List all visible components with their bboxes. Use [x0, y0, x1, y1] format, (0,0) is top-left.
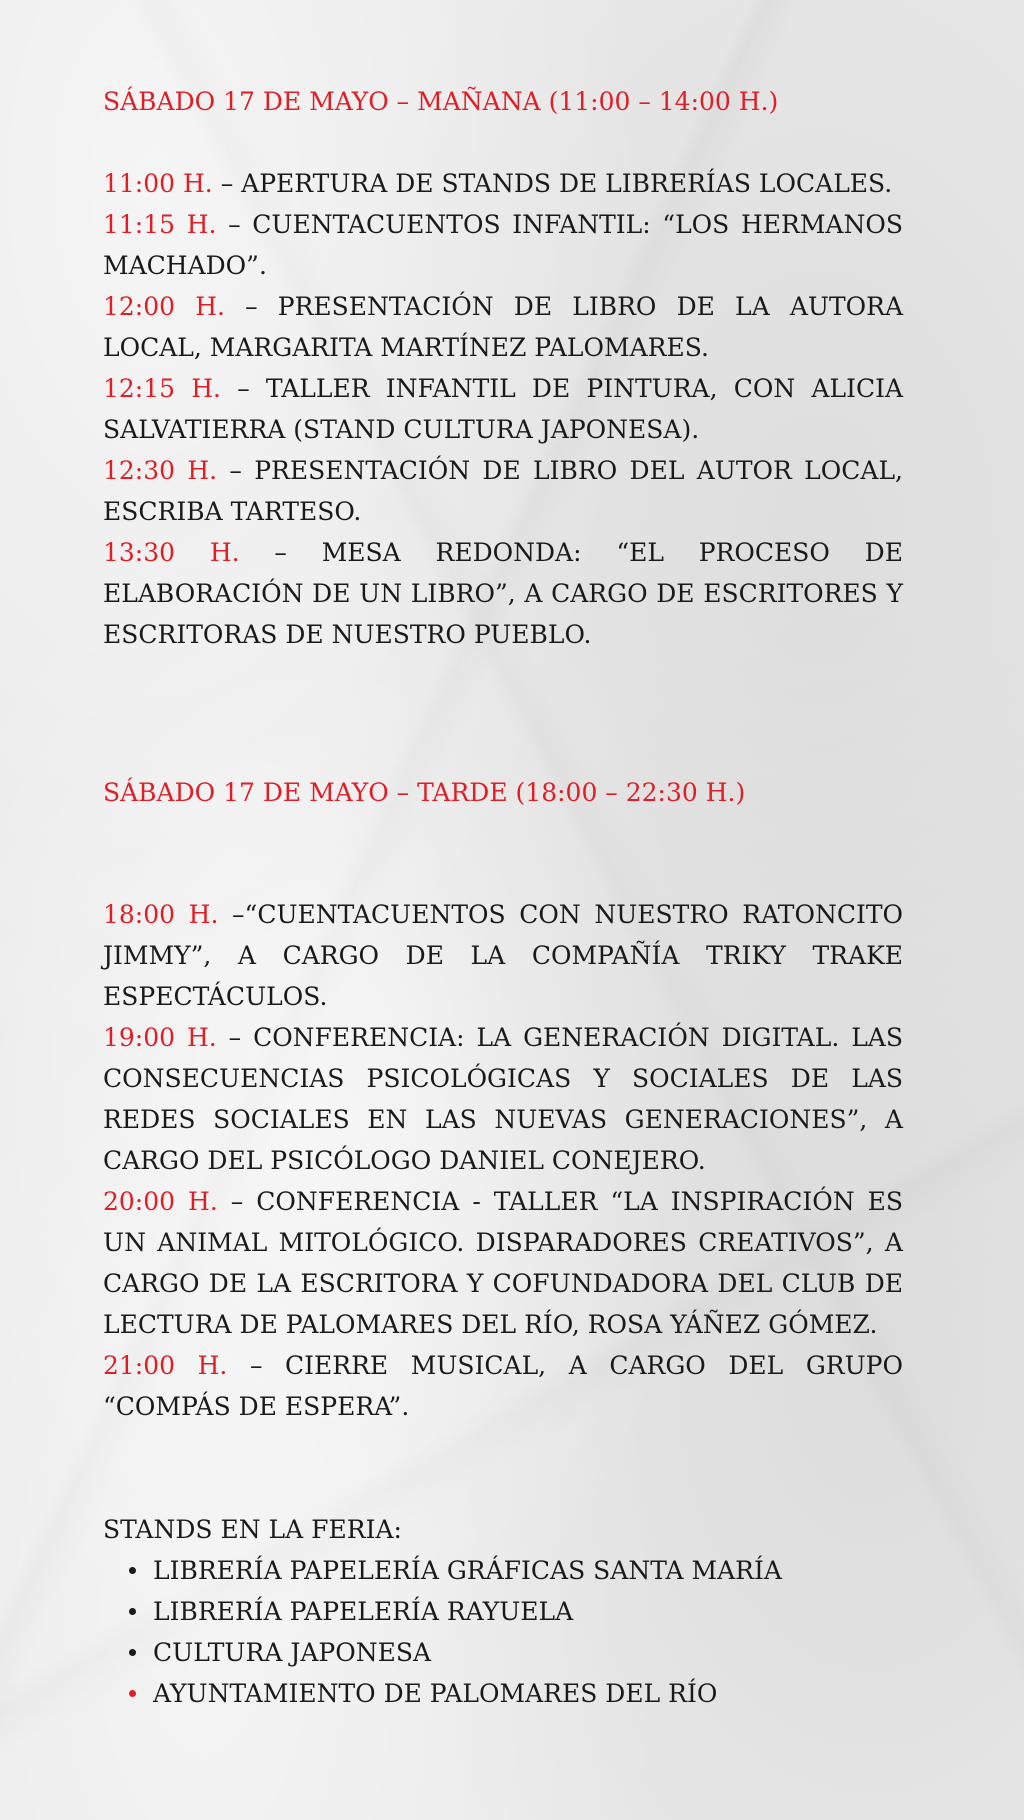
event-item — [103, 450, 903, 532]
event-text: – MESA REDONDA: “EL PROCESO DE ELABORACIÓN DE UN LIBRO”, A CARGO DE ESCRITORES Y ESCRITORAS DE NUESTRO PUEBLO. — [103, 538, 903, 649]
afternoon-events — [103, 894, 903, 1427]
event-time: 13:30 H. — [103, 538, 240, 567]
event-time: 20:00 H. — [103, 1187, 218, 1216]
stand-item — [123, 1673, 903, 1714]
bullet-icon — [129, 1567, 136, 1574]
event-time: 12:15 H. — [103, 374, 221, 403]
event-time: 18:00 H. — [103, 900, 219, 929]
stand-label: LIBRERÍA PAPELERÍA RAYUELA — [153, 1597, 574, 1626]
event-time: 11:00 H. — [103, 169, 213, 198]
stand-label: CULTURA JAPONESA — [153, 1638, 432, 1667]
event-text: –“CUENTACUENTOS CON NUESTRO RATONCITO JIMMY”, A CARGO DE LA COMPAÑÍA TRIKY TRAKE ESPECTÁCULOS. — [103, 900, 903, 1011]
event-item — [103, 286, 903, 368]
bullet-icon — [129, 1649, 136, 1656]
event-item — [103, 532, 903, 655]
stand-item — [123, 1591, 903, 1632]
bullet-icon — [129, 1608, 136, 1615]
event-text: – PRESENTACIÓN DE LIBRO DEL AUTOR LOCAL, ESCRIBA TARTESO. — [103, 456, 903, 526]
event-text: – CONFERENCIA - TALLER “LA INSPIRACIÓN ES UN ANIMAL MITOLÓGICO. DISPARADORES CREATIVOS”, A CARGO DE LA ESCRITORA Y COFUNDADORA DEL CLUB DE LECTURA DE PALOMARES DEL RÍO, ROSA YÁÑEZ GÓMEZ. — [103, 1187, 903, 1339]
event-text: – PRESENTACIÓN DE LIBRO DE LA AUTORA LOCAL, MARGARITA MARTÍNEZ PALOMARES. — [103, 292, 903, 362]
event-item — [103, 894, 903, 1017]
morning-heading: SÁBADO 17 DE MAYO – MAÑANA (11:00 – 14:00 H.) — [103, 87, 779, 116]
event-item — [103, 1181, 903, 1345]
event-item — [103, 368, 903, 450]
morning-events — [103, 163, 903, 655]
event-text: – CIERRE MUSICAL, A CARGO DEL GRUPO “COMPÁS DE ESPERA”. — [103, 1351, 904, 1421]
event-text: – APERTURA DE STANDS DE LIBRERÍAS LOCALES. — [212, 169, 893, 198]
bullet-icon — [129, 1690, 136, 1697]
event-time: 21:00 H. — [103, 1351, 228, 1380]
event-text: – TALLER INFANTIL DE PINTURA, CON ALICIA SALVATIERRA (STAND CULTURA JAPONESA). — [103, 374, 904, 444]
event-time: 12:00 H. — [103, 292, 225, 321]
event-item — [103, 1345, 903, 1427]
stand-label: LIBRERÍA PAPELERÍA GRÁFICAS SANTA MARÍA — [153, 1556, 782, 1585]
stand-item — [123, 1632, 903, 1673]
event-time: 19:00 H. — [103, 1023, 217, 1052]
event-item — [103, 1017, 903, 1181]
stand-label: AYUNTAMIENTO DE PALOMARES DEL RÍO — [153, 1679, 718, 1708]
program-content — [103, 82, 903, 1714]
stands-title: STANDS EN LA FERIA: — [103, 1515, 402, 1544]
event-time: 12:30 H. — [103, 456, 218, 485]
stands-list — [103, 1550, 903, 1714]
event-time: 11:15 H. — [103, 210, 217, 239]
event-item — [103, 163, 903, 204]
afternoon-heading: SÁBADO 17 DE MAYO – TARDE (18:00 – 22:30 H.) — [103, 778, 746, 807]
event-item — [103, 204, 903, 286]
stand-item — [123, 1550, 903, 1591]
event-text: – CONFERENCIA: LA GENERACIÓN DIGITAL. LAS CONSECUENCIAS PSICOLÓGICAS Y SOCIALES DE LAS REDES SOCIALES EN LAS NUEVAS GENERACIONES”, A CARGO DEL PSICÓLOGO DANIEL CONEJERO. — [103, 1023, 903, 1175]
event-text: – CUENTACUENTOS INFANTIL: “LOS HERMANOS MACHADO”. — [103, 210, 903, 280]
